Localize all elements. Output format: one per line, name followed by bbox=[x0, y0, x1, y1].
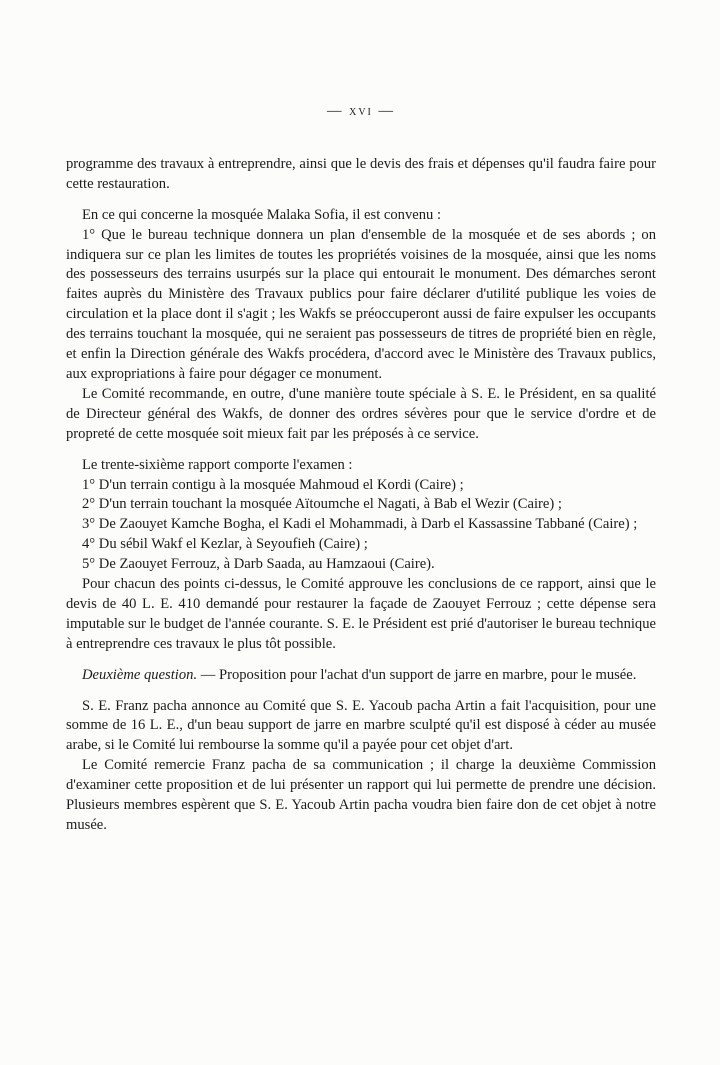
report-item-4: 4° Du sébil Wakf el Kezlar, à Seyoufieh (Caire) ; bbox=[82, 536, 368, 553]
question2-title-italic: Deuxième question. bbox=[82, 666, 198, 683]
paragraph-report36-conclusion: Pour chacun des points ci-dessus, le Comité approuve les conclusions de ce rapport, ainsi que le devis de 40 L. E. 410 demandé pour restaurer la façade de Zaouyet Ferrouz ; cette dépense sera imputable sur le budget de l'année courante. S. E. le Président est prié d'autoriser le bureau technique à entreprendre ces travaux le plus tôt possible. bbox=[66, 576, 656, 652]
report-item-3: 3° De Zaouyet Kamche Bogha, el Kadi el Mohammadi, à Darb el Kassassine Tabbané (Caire) ; bbox=[82, 516, 638, 533]
report-item-1: 1° D'un terrain contigu à la mosquée Mahmoud el Kordi (Caire) ; bbox=[82, 476, 464, 493]
paragraph-continuation: programme des travaux à entreprendre, ainsi que le devis des frais et dépenses qu'il faudra faire pour cette restauration. bbox=[66, 155, 656, 192]
paragraph-question2-title bbox=[66, 666, 656, 686]
page-number: — xvi — bbox=[326, 103, 396, 119]
paragraph-committee-recommendation: Le Comité recommande, en outre, d'une manière toute spéciale à S. E. le Président, en sa qualité de Directeur général des Wakfs, de donner des ordres sévères pour que le service d'ordre et de propreté de cette mosquée soit mieux fait par les préposés à ce service. bbox=[66, 385, 656, 442]
paragraph-committee-thanks: Le Comité remercie Franz pacha de sa communication ; il charge la deuxième Commission d'examiner cette proposition et de lui présenter un rapport qui lui permette de prendre une décision. Plusieurs membres espèrent que S. E. Yacoub Artin pacha voudra bien faire don de cet objet à notre musée. bbox=[66, 757, 656, 833]
paragraph-report36-intro: Le trente-sixième rapport comporte l'examen : bbox=[82, 456, 353, 473]
question2-title-rest: — Proposition pour l'achat d'un support de jarre en marbre, pour le musée. bbox=[197, 666, 637, 683]
paragraph-point-1: 1° Que le bureau technique donnera un plan d'ensemble de la mosquée et de ses abords ; on indiquera sur ce plan les limites de toutes les propriétés voisines de la mosquée, ainsi que les noms des possesseurs des terrains usurpés sur la place qui entourait le monument. Des démarches seront faites auprès du Ministère des Travaux publics pour faire déclarer d'utilité publique les voies de circulation et la place dont il s'agit ; les Wakfs se préoccuperont aussi de faire expulser les occupants des terrains touchant la mosquée, qui ne seraient pas possesseurs de titres de propriété bien en règle, et enfin la Direction générale des Wakfs procédera, d'accord avec le Ministère des Travaux publics, aux expropriations à faire pour dégager ce monument. bbox=[66, 226, 656, 382]
paragraph-malaka-sofia-intro: En ce qui concerne la mosquée Malaka Sofia, il est convenu : bbox=[82, 206, 442, 223]
paragraph-franz-pacha: S. E. Franz pacha annonce au Comité que S. E. Yacoub pacha Artin a fait l'acquisition, pour une somme de 16 L. E., d'un beau support de jarre en marbre sculpté qu'il est disposé à céder au musée arabe, si le Comité lui rembourse la somme qu'il a payée pour cet objet d'art. bbox=[66, 697, 656, 754]
report-item-2: 2° D'un terrain touchant la mosquée Aïtoumche el Nagati, à Bab el Wezir (Caire) ; bbox=[82, 496, 562, 513]
report-item-5: 5° De Zaouyet Ferrouz, à Darb Saada, au Hamzaoui (Caire). bbox=[82, 556, 435, 573]
